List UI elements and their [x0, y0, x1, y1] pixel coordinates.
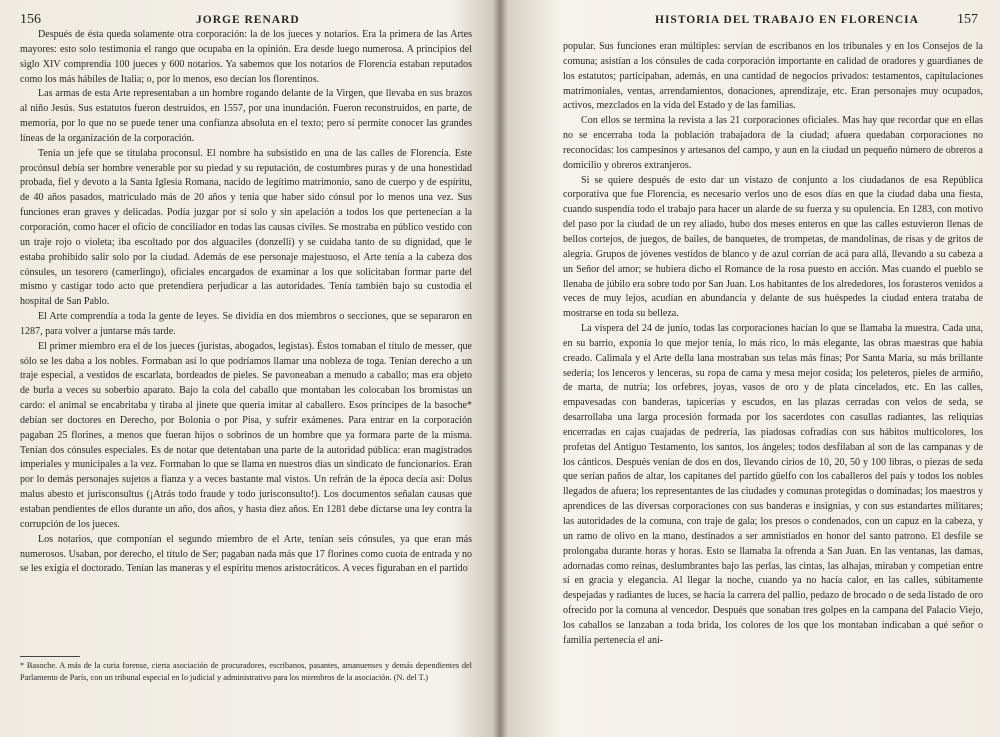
running-header: HISTORIA DEL TRABAJO EN FLORENCIA — [655, 14, 919, 26]
paragraph: popular. Sus funciones eran múltiples: servían de escribanos en los tribunales y en los Consejos de la comuna; asistían a los cónsules de cada corporación importante en calidad de oradores y guardianes de los estatutos; participaban, además, en una cantidad de negocios privados: testamentos, capitulaciones matrimoniales, ventas, arrendamientos, donaciones, aprendizaje, etc. Eran personajes muy ocupados, activos, mezclados en la vida del Estado y de las familias. — [563, 41, 983, 112]
paragraph: La víspera del 24 de junio, todas las corporaciones hacían lo que se llamaba la muestra. Cada una, en su barrio, exponía lo que mejor tenía, lo más rico, lo más elegante, las obras maestras que había creado. Calimala y el Arte della lana mostraban sus telas más finas; Por Santa María, su más brillante sedería; los lenceros y lenceras, su ropa de cama y mesa mejor cosida; los peleteros, pieles de armiño, de marta, de nutria; los orfebres, joyas, vasos de oro y de plata cincelados, etc. En las calles, empavesadas con banderas, tapicerías y escudos, en las plazas cerradas con velos de seda, se desarrollaba una larga procesión formada por los sacerdotes con casullas radiantes, las reliquias encerradas en cajas cuajadas de pedrería, las piadosas cofradías con sus hábitos multicolores, los profetas del Antiguo Testamento, los santos, los ángeles; todos desfilaban al son de las campanas y de los cánticos. Después venían de dos en dos, llevando cirios de 10, 20, 50 y 100 libras, o piezas de seda que serían paños de altar, los capitanes del partido güelfo con los caballeros del país y todos los nobles llegados de afuera; los representantes de las ciudades y comunas protegidas o dominadas; los maestros y aprendices de las diversas corporaciones con sus banderas e insignias, y con sus estandartes militares; las autoridades de la comuna, con traje de gala; los presos o condenados, con un capuz en la cabeza, y un ramo de olivo en la mano, destinados a ser amnistiados en honor del santo patrono. El desfile se prolongaba durante horas y horas. Esto se llamaba la ofrenda a San Juan. En las ventanas, las damas, adornadas como reinas, deslumbrantes bajo las perlas, las cintas, las alhajas, miraban y competían entre sí en gracia y elegancia. Al llegar la noche, cuando ya no hacía calor, en las calles, súbitamente despejadas y radiantes de luces, se hacía la carrera del pallio, pedazo de brocado o de seda listado de oro ofrecido por la comuna al vencedor. Después que sonaban tres golpes en la campana del Palacio Viejo, los caballos se lanzaban a toda brida, los colores de los que los montaban indicaban a qué señor o familia pertenecía el ani- — [563, 323, 983, 646]
paragraph: Tenía un jefe que se titulaba proconsul. El nombre ha subsistido en una de las calles de Florencia. Este procónsul debía ser hombre venerable por su piedad y su reputación, de costumbres puras y de una honestidad probada, fiel y devoto a la Santa Iglesia Romana, nacido de legítimo matrimonio, sano de cuerpo y de espíritu, de 40 años pasados, matriculado más de 20 años y tenía que haber sido cónsul por lo menos una vez. Sus funciones eran graves y delicadas. Podía juzgar por sí solo y sin apelación a todos los que pertenecían a la corporación, como hacer el oficio de conciliador en todas las causas civiles. Se mostraba en público vestido con un traje rojo o violeta; iba escoltado por dos alguaciles (donzelli) y se cuidaba tanto de su dignidad, que le estaba prohibido salir solo por la ciudad. Además de ese personaje majestuoso, el Arte tenía a la cabeza dos cónsules, un tesorero (camerlingo), oficiales encargados de examinar a los que solicitaban formar parte del mismo y castigar todo acto que pretendiera perjudicar a las autoridades. Tenía también bajo su custodia el hospital de San Pablo. — [20, 147, 472, 308]
page-number: 157 — [957, 12, 978, 27]
right-page — [505, 0, 1000, 737]
page-number: 156 — [20, 12, 41, 27]
footnote — [20, 656, 472, 683]
paragraph: Si se quiere después de esto dar un vistazo de conjunto a los ciudadanos de esa República corporativa que fue Florencia, es necesario verlos uno de esos días en que la ciudad daba una fiesta, cuando suspendía todo el trabajo para hacer un alarde de su fuerza y su opulencia. En 1283, con motivo del paso por la ciudad de un rey aliado, hubo dos meses enteros en que las calles estuvieron llenas de bellos cortejos, de juegos, de bailes, de banquetes, de trompetas, de mandolinas, de risas y de gritos de alegría. Grupos de jóvenes vestidos de blanco y de azul corrían de acá para allá, llevando a su cabeza a un Señor del amor; se hubiera dicho el Romance de la rosa puesto en acción. Mas cuando el pueblo se llenaba de júbilo era sobre todo por San Juan. Los habitantes de los alrededores, los forasteros venidos a veces de muy lejos, acudían en abundancia y delante de sus huéspedes la ciudad entera trataba de mostrarse en toda su belleza. — [563, 174, 983, 320]
paragraph: Los notarios, que componían el segundo miembro de el Arte, tenían seis cónsules, ya que eran más numerosos. Usaban, por derecho, el título de Ser; pagaban nada más que 17 florines como cuota de entrada y no se les exigía el doctorado. Tenían las maneras y el espíritu menos aristocráticos. A veces figuraban en el partido — [20, 533, 472, 575]
footnote-rule — [20, 656, 80, 657]
left-page — [0, 0, 495, 737]
paragraph: El primer miembro era el de los jueces (juristas, abogados, legistas). Éstos tomaban el título de messer, que sólo se les daba a los nobles. Formaban así lo que podríamos llamar una nobleza de toga. Tenían derecho a un traje especial, a vestidos de escarlata, bordeados de pieles. Se pavoneaban a menudo a caballo; mas era objeto de burla a veces su soberbio aparato. Bajo la cola del caballo que montaban les colocaban los bromistas un cardo: el animal se encabritaba y tiraba al jinete que quería imitar al caballero. Esos príncipes de la basoche* debían ser doctores en Derecho, por Bolonia o por Pisa, y sufrir exámenes. Para entrar en la corporación pagaban 25 florines, a menos que fueran hijos o sobrinos de un hombre que ya formara parte de la misma. Tenían dos cónsules especiales. Es de notar que detentaban una parte de la autoridad pública: eran magistrados imperiales y municipales a la vez. Formaban lo que se llama en nuestros días un sindicato de funcionarios. Eran por lo demás personajes sujetos a fianza y a veces bastante mal vistos. Un refrán de la época decía así: Dolus malus abesto et jurisconsultus (¡Atrás todo fraude y todo jurisconsulto!). Los documentos señalan causas que estaban pendientes de ellos durante un año, dos años, y hasta diez años. En 1281 debe dictarse una ley contra la corrupción de los jueces. — [20, 340, 472, 530]
paragraph: Las armas de esta Arte representaban a un hombre rogando delante de la Virgen, que llevaba en sus brazos al niño Jesús. Sus estatutos fueron destruidos, en 1557, por una inundación. Fueron reconstruidos, en parte, de memoria, por lo que no se puede tener una confianza absoluta en el texto; pero sí permite conocer las grandes líneas de la organización de la corporación. — [20, 88, 472, 144]
paragraph: Con ellos se termina la revista a las 21 corporaciones oficiales. Mas hay que recordar que en ellas no se encerraba toda la población trabajadora de la ciudad; afuera quedaban corporaciones no reconocidas: los campesinos y artesanos del campo, y aun en la ciudad un pequeño número de obreros a domicilio y obreros extranjeros. — [563, 115, 983, 171]
running-header: JORGE RENARD — [196, 14, 300, 26]
footnote-text: * Basoche. A más de la curia forense, cierta asociación de procuradores, escribanos, pasantes, amanuenses y demás dependientes del Parlamento de París, con un tribunal especial en lo judicial y administrativo para los miembros de la asociación. (N. del T.) — [20, 661, 472, 682]
page-body — [20, 28, 472, 577]
paragraph: Después de ésta queda solamente otra corporación: la de los jueces y notarios. Era la primera de las Artes mayores: esto solo testimonia el rango que ocupaba en la opinión. Era desde luego numerosa. A principios del siglo XIV comprendía 100 jueces y 600 notarios. Ya sabemos que los notarios de Florencia estaban reputados como los más hábiles de Italia; o, por lo menos, eso decían los florentinos. — [20, 29, 472, 85]
paragraph: El Arte comprendía a toda la gente de leyes. Se dividía en dos miembros o secciones, que se separaron en 1287, para volver a juntarse más tarde. — [20, 311, 472, 337]
page-body — [563, 40, 983, 649]
